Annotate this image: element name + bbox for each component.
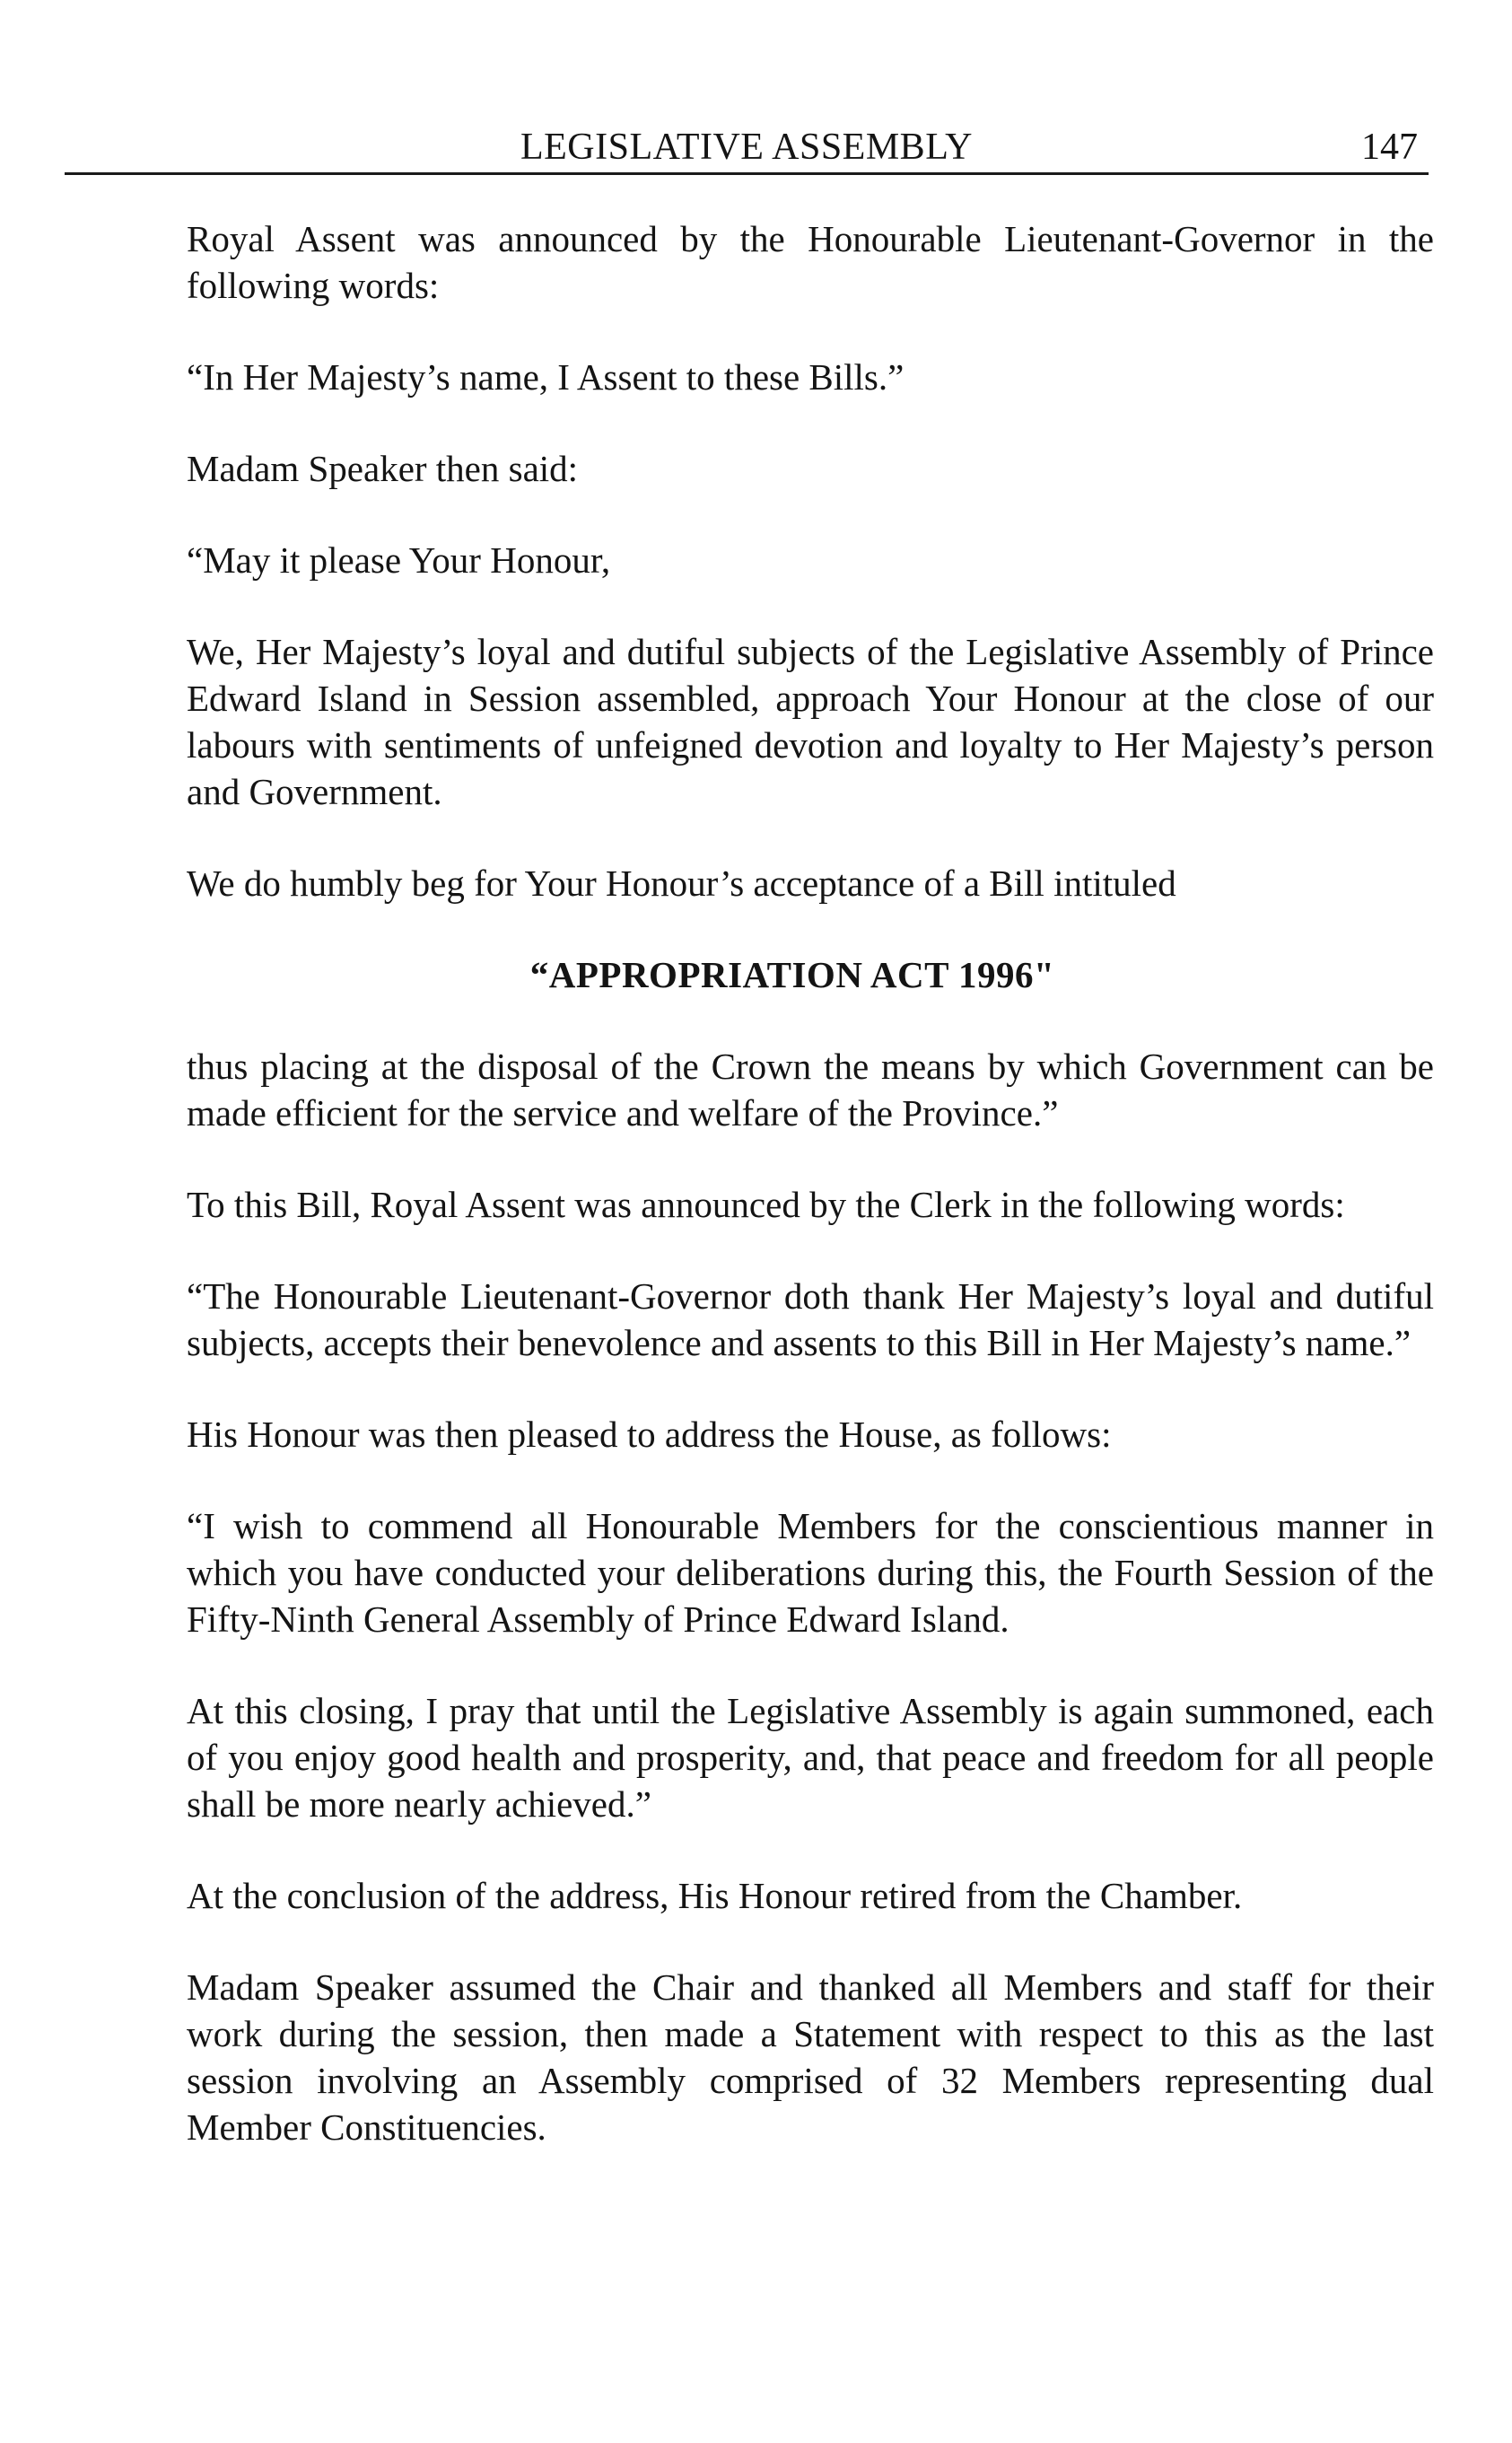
header-divider bbox=[65, 172, 1429, 175]
paragraph-assent-quote: “In Her Majesty’s name, I Assent to these Bills.” bbox=[187, 356, 905, 398]
paragraph-governor-thanks: “The Honourable Lieutenant-Governor doth thank Her Majesty’s loyal and dutiful subjects, accepts their benevolence and assents to this Bill in Her Majesty’s name.” bbox=[187, 1275, 1434, 1363]
paragraph-humbly-beg: We do humbly beg for Your Honour’s acceptance of a Bill intituled bbox=[187, 862, 1176, 904]
bill-title-heading: “APPROPRIATION ACT 1996" bbox=[529, 954, 1055, 995]
paragraph-loyal-subjects: We, Her Majesty’s loyal and dutiful subjects of the Legislative Assembly of Prince Edward Island in Session assembled, approach Your Honour at the close of our labours with sentiments of unfeigned devotion and loyalty to Her Majesty’s person and Government. bbox=[187, 631, 1434, 812]
paragraph-speaker-said: Madam Speaker then said: bbox=[187, 448, 579, 489]
paragraph-closing-prayer: At this closing, I pray that until the Legislative Assembly is again summoned, each of you enjoy good health and prosperity, and, that peace and freedom for all people shall be more nearly achieved.” bbox=[187, 1690, 1434, 1825]
paragraph-commend-members: “I wish to commend all Honourable Members for the conscientious manner in which you have conducted your deliberations during this, the Fourth Session of the Fifty-Ninth General Assembly of Prince Edward Island. bbox=[187, 1505, 1434, 1640]
page-number: 147 bbox=[1361, 127, 1418, 168]
paragraph-royal-assent-announcement: Royal Assent was announced by the Honourable Lieutenant-Governor in the following words: bbox=[187, 218, 1434, 306]
header-title: LEGISLATIVE ASSEMBLY bbox=[520, 127, 973, 168]
paragraph-clerk-assent: To this Bill, Royal Assent was announced by the Clerk in the following words: bbox=[187, 1184, 1345, 1225]
paragraph-address-house: His Honour was then pleased to address the House, as follows: bbox=[187, 1414, 1112, 1455]
running-header bbox=[65, 122, 1429, 172]
body-text bbox=[187, 215, 1434, 2195]
paragraph-honour-retired: At the conclusion of the address, His Honour retired from the Chamber. bbox=[187, 1875, 1243, 1916]
paragraph-salutation: “May it please Your Honour, bbox=[187, 539, 611, 581]
paragraph-speaker-statement: Madam Speaker assumed the Chair and thanked all Members and staff for their work during the session, then made a Statement with respect to this as the last session involving an Assembly comprised of 32 Members representing dual Member Constituencies. bbox=[187, 1966, 1434, 2148]
paragraph-disposal-of-crown: thus placing at the disposal of the Crown the means by which Government can be made efficient for the service and welfare of the Province.” bbox=[187, 1046, 1434, 1134]
